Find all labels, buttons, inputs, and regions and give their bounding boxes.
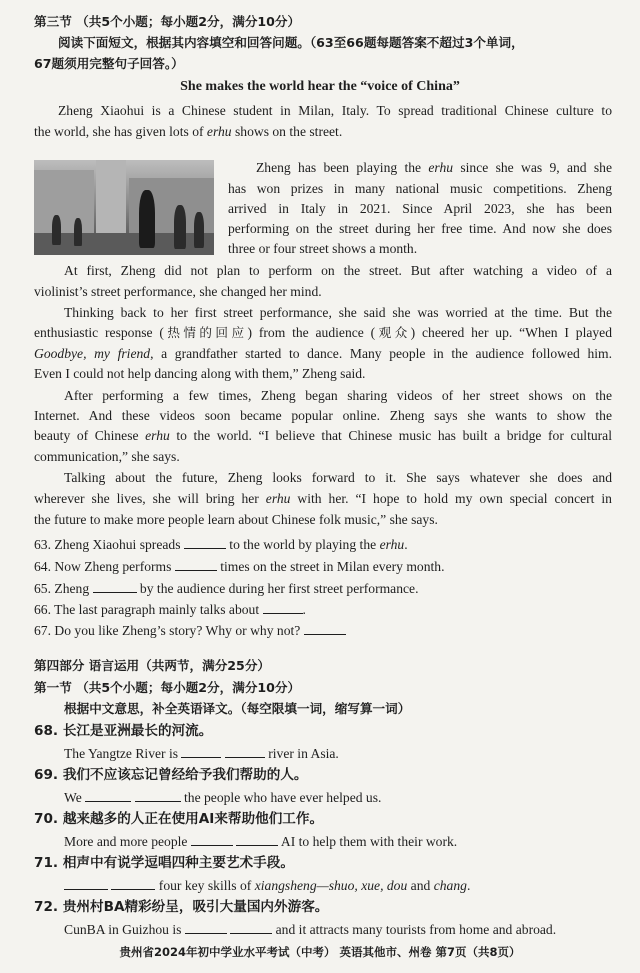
question-66: 66. The last paragraph mainly talks about . [34, 599, 306, 620]
answer-blank[interactable] [85, 787, 131, 802]
question-72-chinese: 72. 贵州村BA精彩纷呈，吸引大量国内外游客。 [34, 899, 329, 915]
passage-line: At first, Zheng did not plan to perform on the street. But after watching a video of a [64, 263, 612, 278]
part4-instruction: 根据中文意思，补全英语译文。（每空限填一词，缩写算一词） [64, 701, 411, 716]
answer-blank[interactable] [230, 919, 272, 934]
passage-title: She makes the world hear the “voice of China” [180, 79, 460, 94]
question-70-chinese: 70. 越来越多的人正在使用AI来帮助他们工作。 [34, 811, 324, 827]
question-65: 65. Zheng by the audience during her first street performance. [34, 578, 418, 599]
answer-blank[interactable] [225, 743, 265, 758]
question-71-english: four key skills of xiangsheng—shuo, xue, dou and chang. [64, 875, 470, 896]
question-71-chinese: 71. 相声中有说学逗唱四种主要艺术手段。 [34, 855, 294, 871]
question-68-chinese: 68. 长江是亚洲最长的河流。 [34, 723, 213, 739]
answer-blank[interactable] [181, 743, 221, 758]
section3-instruction-2: 67题须用完整句子回答。） [34, 56, 184, 71]
passage-line: Thinking back to her first street performance, she said she was worried at the time. But the [64, 305, 612, 320]
passage-line: Goodbye, my friend, a grandfather started to dance. Many people in the audience followed him. [34, 346, 613, 361]
answer-blank[interactable] [93, 578, 137, 593]
street-performance-photo [34, 160, 214, 255]
question-70-english: More and more people AI to help them with their work. [64, 831, 457, 852]
answer-blank[interactable] [111, 875, 155, 890]
answer-blank[interactable] [135, 787, 181, 802]
answer-blank[interactable] [191, 831, 233, 846]
answer-blank[interactable] [64, 875, 108, 890]
passage-line: violinist’s street performance, she changed her mind. [34, 284, 322, 299]
section3-instruction-1: 阅读下面短文，根据其内容填空和回答问题。（63至66题每题答案不超过3个单词， [58, 35, 524, 50]
passage-line: Talking about the future, Zheng looks forward to it. She says whatever she does and [64, 470, 612, 485]
answer-blank[interactable] [175, 556, 217, 571]
answer-blank[interactable] [236, 831, 278, 846]
question-72-english: CunBA in Guizhou is and it attracts many tourists from home and abroad. [64, 919, 556, 940]
passage-line: Internet. And these videos soon became popular online. Zheng says she wants to show the [34, 408, 612, 423]
answer-blank[interactable] [184, 534, 226, 549]
passage-line: three or four street shows a month. [228, 241, 418, 256]
question-69-chinese: 69. 我们不应该忘记曾经给予我们帮助的人。 [34, 767, 308, 783]
passage-line: performing on the street during her free time. And now she does [228, 221, 612, 236]
answer-blank[interactable] [185, 919, 227, 934]
passage-line: enthusiastic response (热情的回应) from the audience (观众) cheered her up. “When I played [34, 325, 613, 340]
passage-line: communication,” she says. [34, 449, 180, 464]
passage-line: the world, she has given lots of erhu shows on the street. [34, 124, 343, 139]
question-69-english: We the people who have ever helped us. [64, 787, 381, 808]
question-63: 63. Zheng Xiaohui spreads to the world by playing the erhu. [34, 534, 408, 555]
page-footer: 贵州省2024年初中学业水平考试（中考） 英语其他市、州卷 第7页（共8页） [119, 945, 521, 959]
passage-line: After performing a few times, Zheng began sharing videos of her street shows on the [64, 388, 612, 403]
passage-line: Zheng has been playing the erhu since she was 9, and she [256, 160, 612, 175]
answer-blank[interactable] [304, 620, 346, 635]
question-68-english: The Yangtze River is river in Asia. [64, 743, 339, 764]
passage-line: beauty of Chinese erhu to the world. “I believe that Chinese music has built a bridge for cultural [34, 428, 612, 443]
passage-line: Zheng Xiaohui is a Chinese student in Milan, Italy. To spread traditional Chinese culture to [58, 103, 612, 118]
question-67: 67. Do you like Zheng’s story? Why or why not? [34, 620, 346, 641]
question-64: 64. Now Zheng performs times on the street in Milan every month. [34, 556, 444, 577]
answer-blank[interactable] [263, 599, 303, 614]
passage-line: Even I could not help dancing along with them,” Zheng said. [34, 366, 366, 381]
passage-line: wherever she lives, she will bring her erhu with her. “I hope to hold my own special concert in [34, 491, 612, 506]
part4-heading: 第四部分 语言运用（共两节，满分25分） [34, 658, 271, 673]
part4-section1-heading: 第一节 （共5个小题；每小题2分，满分10分） [34, 680, 301, 695]
passage-line: arrived in Italy in 2021. Since April 2023, she has been [228, 201, 612, 216]
passage-line: has won prizes in many national music competitions. Zheng [228, 181, 612, 196]
passage-line: the future to make more people learn about Chinese folk music,” she says. [34, 512, 438, 527]
section3-heading: 第三节 （共5个小题；每小题2分，满分10分） [34, 14, 301, 29]
